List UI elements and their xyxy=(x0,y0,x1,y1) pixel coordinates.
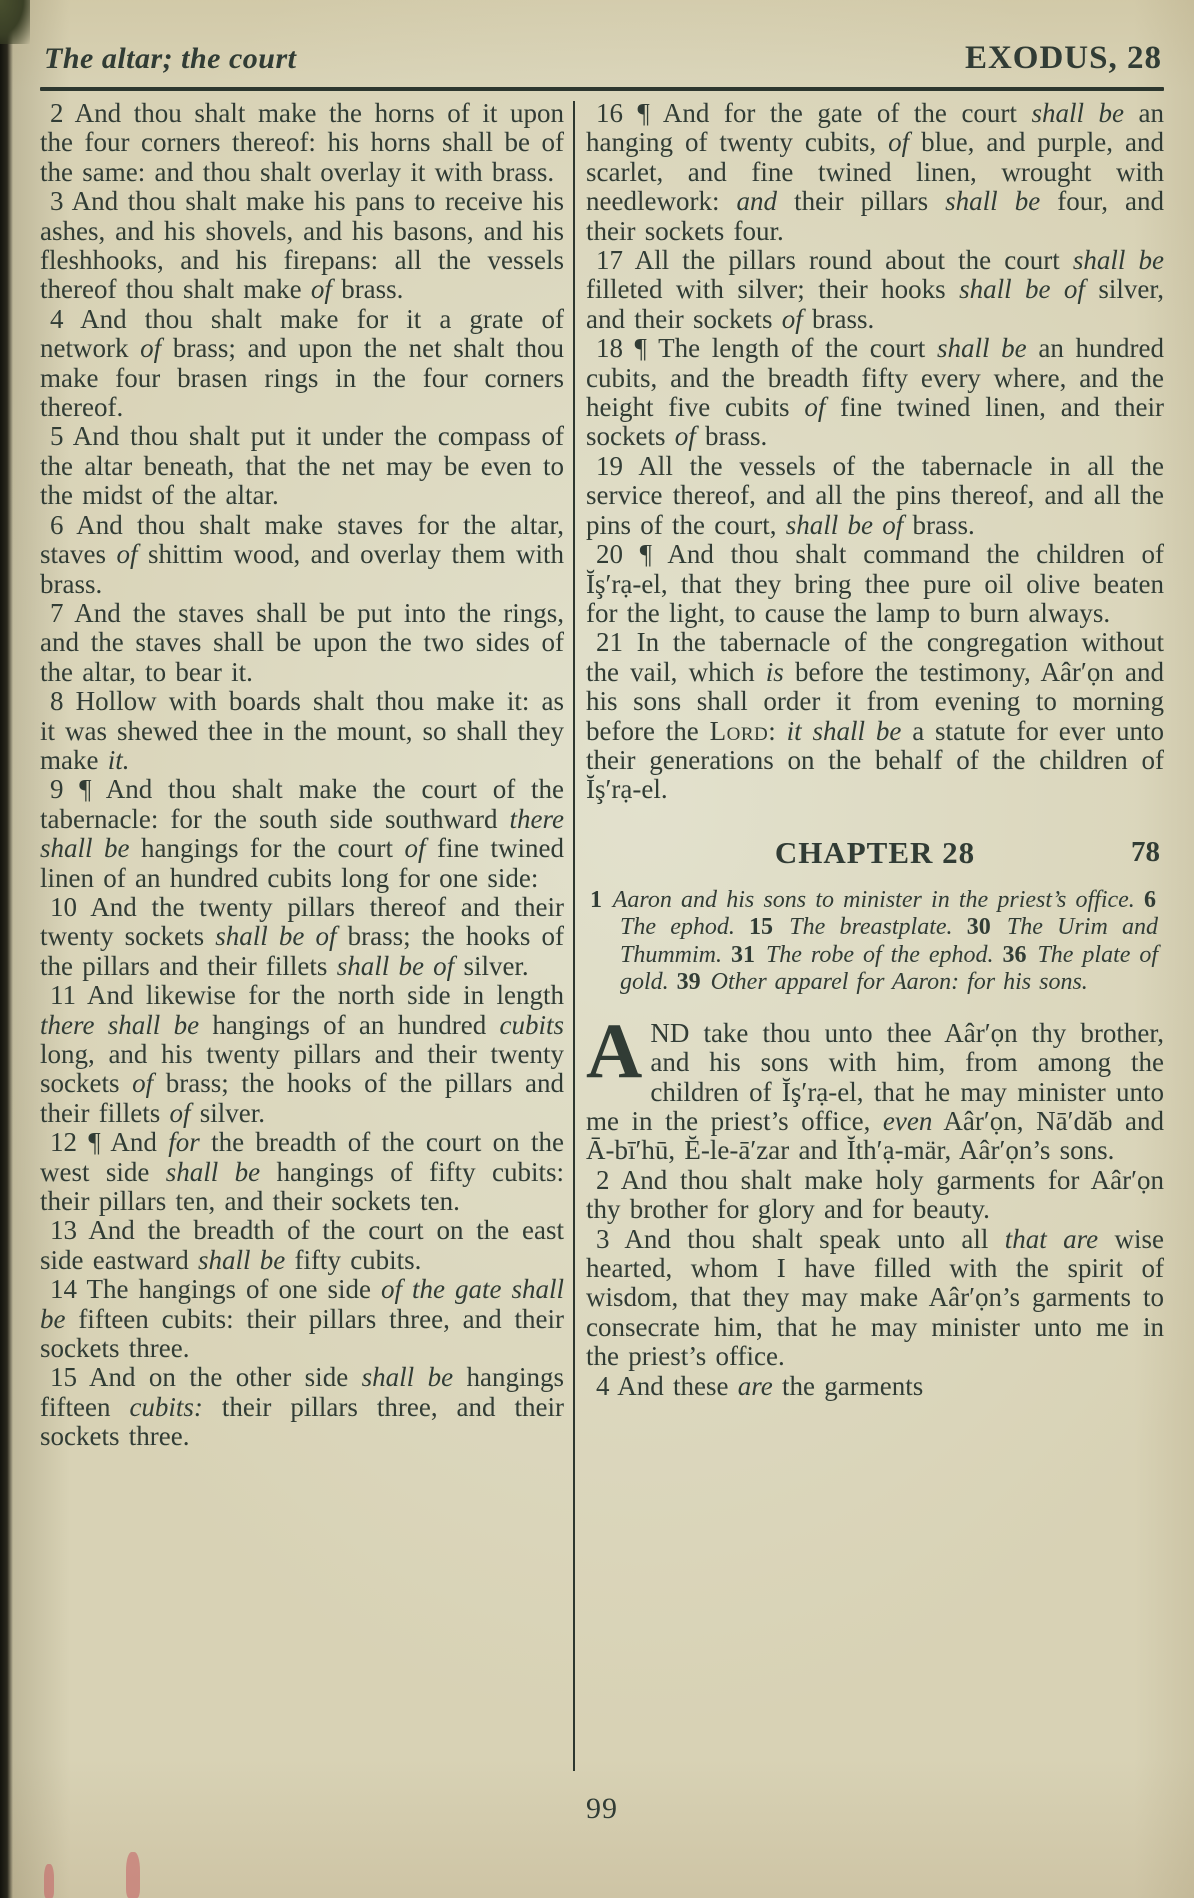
verse-number: 3 xyxy=(50,186,64,217)
verse-number: 12 xyxy=(50,1127,77,1158)
verse-number: 19 xyxy=(596,450,623,481)
verse-27-4: 4 And thou shalt make for it a grate of network of brass; and upon the net shalt thou make four brasen rings in the four corners thereof. xyxy=(40,303,564,423)
text-block xyxy=(40,99,1164,1771)
page-number: 99 xyxy=(586,1792,618,1825)
verse-27-6: 6 And thou shalt make staves for the altar, staves of shittim wood, and overlay them with brass. xyxy=(40,509,565,599)
verse-27-17: 17 All the pillars round about the court shall be filleted with silver; their hooks shall be of silver, and their sockets of brass. xyxy=(586,245,1164,334)
verse-number: 8 xyxy=(50,686,64,717)
verse-number: 11 xyxy=(50,980,76,1011)
verse-28-1: AND take thou unto thee Aâr′ọn thy brother, and his sons with him, from among the children of Ĭş′rạ-el, that he may minister unto me in the priest’s office, even Aâr′ọn, Nā′dăb and Ā-bī′hū, Ĕ-le-ā′zar and Ĭth′ạ-mär, Aâr′ọn’s sons. xyxy=(586,1006,1164,1166)
verse-number: 2 xyxy=(50,99,64,128)
verse-27-21: 21 In the tabernacle of the congregation without the vail, which is before the testimony, Aâr′ọn and his sons shall order it from evening to morning before the Lord: it shall be a statute for ever unto their generations on the behalf of the children of Ĭş′rạ-el. xyxy=(586,627,1164,805)
verse-27-10: 10 And the twenty pillars thereof and their twenty sockets shall be of brass; the hooks of the pillars and their fillets shall be of silver. xyxy=(40,891,564,981)
verse-number: 15 xyxy=(50,1362,77,1393)
verse-27-14: 14 The hangings of one side of the gate shall be fifteen cubits: their pillars three, and their sockets three. xyxy=(40,1274,565,1364)
drop-cap: A xyxy=(586,1006,643,1094)
verse-number: 5 xyxy=(50,421,64,452)
verse-27-11: 11 And likewise for the north side in length there shall be hangings of an hundred cubits long, and his twenty pillars and their twenty sockets of brass; the hooks of the pillars and their fillets of silver. xyxy=(40,980,565,1128)
corner-stain xyxy=(0,0,30,44)
verse-number: 13 xyxy=(50,1215,77,1246)
book-chapter-reference: EXODUS, 28 xyxy=(964,40,1162,76)
verse-27-18: 18 ¶ The length of the court shall be an hundred cubits, and the breadth fifty every where, and the height five cubits of fine twined linen, and their sockets of brass. xyxy=(586,333,1164,452)
chapter-28-verses xyxy=(586,1006,1164,1401)
verse-number: 18 xyxy=(596,333,623,364)
verse-number: 4 xyxy=(596,1370,610,1401)
verse-27-7: 7 And the staves shall be put into the rings, and the staves shall be upon the two sides of the altar, to bear it. xyxy=(40,597,565,687)
verse-27-8: 8 Hollow with boards shalt thou make it: as it was shewed thee in the mount, so shall they make it. xyxy=(40,686,565,775)
verse-number: 17 xyxy=(596,245,623,276)
verse-number: 10 xyxy=(50,891,77,922)
binding-edge xyxy=(0,0,13,1898)
right-column-verses xyxy=(586,99,1164,805)
red-edge-mark xyxy=(44,1864,54,1898)
verse-27-3: 3 And thou shalt make his pans to receive his ashes, and his shovels, and his basons, and his fleshhooks, and his firepans: all the vessels thereof thou shalt make of brass. xyxy=(40,186,565,305)
verse-number: 3 xyxy=(596,1223,610,1254)
folio-number: 78 xyxy=(1131,835,1160,868)
verse-27-2: 2 And thou shalt make the horns of it upon the four corners thereof: his horns shall be of the same: and thou shalt overlay it with brass. xyxy=(40,99,564,187)
verse-number: 4 xyxy=(50,303,64,334)
verse-number: 20 xyxy=(596,539,623,570)
right-column xyxy=(586,99,1164,1771)
verse-27-19: 19 All the vessels of the tabernacle in all the service thereof, and all the pins thereof, and all the pins of the court, shall be of brass. xyxy=(586,450,1164,540)
verse-27-5: 5 And thou shalt put it under the compass of the altar beneath, that the net may be even to the midst of the altar. xyxy=(40,421,564,511)
page-header xyxy=(44,40,1162,77)
chapter-title: CHAPTER 28 xyxy=(774,834,976,870)
chapter-heading xyxy=(586,835,1164,871)
verse-number: 16 xyxy=(596,99,623,128)
verse-number: 7 xyxy=(50,597,64,628)
verse-number: 21 xyxy=(596,627,623,658)
chapter-summary: 1 Aaron and his sons to minister in the priest’s office. 6 The ephod. 15 The breastplate. 30 The Urim and Thummim. 31 The robe of the ephod. 36 The plate of gold. 39 Other apparel for Aaron: for his sons. xyxy=(590,886,1159,996)
verse-27-15: 15 And on the other side shall be hangings fifteen cubits: their pillars three, and their sockets three. xyxy=(40,1362,564,1452)
header-rule xyxy=(40,87,1164,91)
running-head: The altar; the court xyxy=(44,42,297,75)
verse-27-20: 20 ¶ And thou shalt command the children of Ĭş′rạ-el, that they bring thee pure oil olive beaten for the light, to cause the lamp to burn always. xyxy=(586,539,1164,628)
verse-number: 14 xyxy=(50,1274,77,1305)
verse-28-4: 4 And these are the garments xyxy=(596,1370,924,1401)
verse-number: 2 xyxy=(596,1164,610,1195)
verse-28-3: 3 And thou shalt speak unto all that are wise hearted, whom I have filled with the spirit of wisdom, that they may make Aâr′ọn’s garments to consecrate him, that he may minister unto me in the priest’s office. xyxy=(586,1223,1164,1372)
verse-27-9: 9 ¶ And thou shalt make the court of the tabernacle: for the south side southward there shall be hangings for the court of fine twined linen of an hundred cubits long for one side: xyxy=(40,774,565,893)
verse-27-12: 12 ¶ And for the breadth of the court on the west side shall be hangings of fifty cubits: their pillars ten, and their sockets ten. xyxy=(40,1127,565,1217)
left-column xyxy=(40,99,564,1771)
verse-number: 9 xyxy=(50,774,64,805)
red-edge-mark xyxy=(126,1852,140,1898)
column-divider xyxy=(573,101,575,1771)
verse-number: 6 xyxy=(50,509,64,540)
verse-27-13: 13 And the breadth of the court on the east side eastward shall be fifty cubits. xyxy=(40,1215,565,1275)
verse-27-16: 16 ¶ And for the gate of the court shall be an hanging of twenty cubits, of blue, and purple, and scarlet, and fine twined linen, wrought with needlework: and their pillars shall be four, and their sockets four. xyxy=(586,99,1164,246)
verse-28-2: 2 And thou shalt make holy garments for Aâr′ọn thy brother for glory and for beauty. xyxy=(586,1164,1164,1225)
